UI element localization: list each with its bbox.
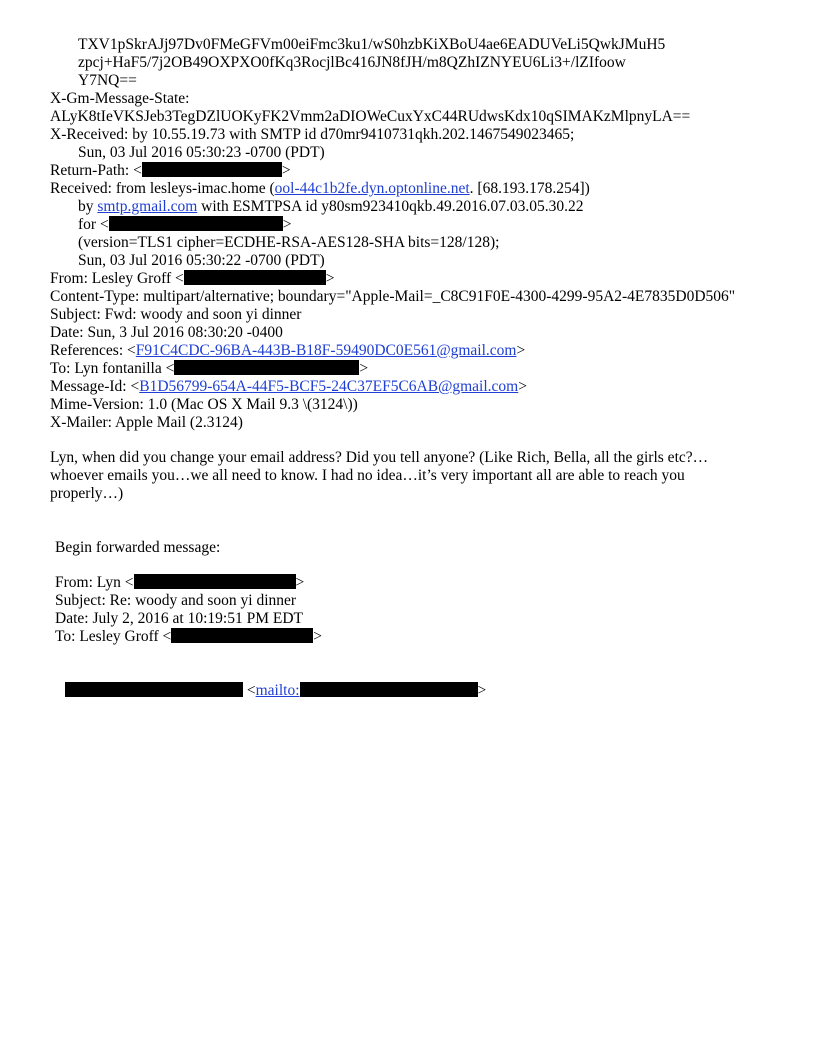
from-header	[50, 270, 770, 288]
content-type-header: Content-Type: multipart/alternative; boundary="Apple-Mail=_C8C91F0E-4300-4299-95A2-4E7835D0D506"	[50, 288, 736, 305]
by-suffix: with ESMTPSA id y80sm923410qkb.49.2016.07.03.05.30.22	[197, 198, 584, 215]
dkim-signature-line-3: Y7NQ==	[78, 72, 137, 89]
angle-close: >	[295, 574, 305, 591]
message-id-header	[50, 378, 770, 396]
received-prefix: Received: from lesleys-imac.home (	[50, 180, 275, 197]
angle-close: >	[282, 216, 292, 233]
angle-open: <	[246, 682, 256, 699]
x-received-date: Sun, 03 Jul 2016 05:30:23 -0700 (PDT)	[78, 144, 325, 161]
forwarded-to-label: To: Lesley Groff <	[55, 628, 172, 645]
redacted-block	[184, 270, 326, 285]
forwarded-subject: Subject: Re: woody and soon yi dinner	[55, 592, 297, 609]
forwarded-to	[50, 628, 770, 646]
references-label: References: <	[50, 342, 136, 359]
mime-version-header: Mime-Version: 1.0 (Mac OS X Mail 9.3 \(3124\))	[50, 396, 358, 413]
references-link[interactable]: F91C4CDC-96BA-443B-B18F-59490DC0E561@gmail.com	[135, 342, 517, 359]
return-path-header	[50, 162, 770, 180]
redacted-block	[300, 682, 478, 697]
for-prefix: for <	[78, 216, 109, 233]
received-by-line	[50, 198, 770, 216]
angle-close: >	[313, 628, 323, 645]
dkim-signature-line-2: zpcj+HaF5/7j2OB49OXPXO0fKq3RocjlBc416JN8fJH/m8QZhIZNYEU6Li3+/lZIfoow	[78, 54, 626, 71]
mailto-link[interactable]	[256, 682, 478, 699]
date-header: Date: Sun, 3 Jul 2016 08:30:20 -0400	[50, 324, 283, 341]
redacted-block	[171, 628, 313, 643]
subject-header: Subject: Fwd: woody and soon yi dinner	[50, 306, 302, 323]
to-label: To: Lyn fontanilla <	[50, 360, 175, 377]
angle-close: >	[477, 682, 487, 699]
gm-message-state-value: ALyK8tIeVKSJeb3TegDZlUOKyFK2Vmm2aDIOWeCuxYxC44RUdwsKdx10qSIMAKzMlpnyLA==	[50, 108, 691, 125]
angle-close: >	[281, 162, 291, 179]
angle-close: >	[325, 270, 335, 287]
received-for-line	[50, 216, 770, 234]
forwarded-from-label: From: Lyn <	[55, 574, 134, 591]
dkim-signature-line-1: TXV1pSkrAJj97Dv0FMeGFVm00eiFmc3ku1/wS0hzbKiXBoU4ae6EADUVeLi5QwkJMuH5	[78, 36, 666, 53]
smtp-gmail-link[interactable]: smtp.gmail.com	[97, 198, 198, 215]
redacted-block	[134, 574, 296, 589]
gm-message-state-label: X-Gm-Message-State:	[50, 90, 190, 107]
x-received-header: X-Received: by 10.55.19.73 with SMTP id d70mr9410731qkh.202.1467549023465;	[50, 126, 575, 143]
received-date-line: Sun, 03 Jul 2016 05:30:22 -0700 (PDT)	[78, 252, 325, 269]
received-suffix: . [68.193.178.254])	[469, 180, 590, 197]
tls-version-line: (version=TLS1 cipher=ECDHE-RSA-AES128-SHA bits=128/128);	[78, 234, 500, 251]
received-header	[50, 180, 770, 198]
email-document	[50, 36, 770, 700]
by-prefix: by	[78, 198, 98, 215]
to-header	[50, 360, 770, 378]
forwarded-intro: Begin forwarded message:	[55, 539, 221, 556]
mailto-line	[50, 682, 770, 700]
from-label: From: Lesley Groff <	[50, 270, 184, 287]
angle-close: >	[359, 360, 369, 377]
x-mailer-header: X-Mailer: Apple Mail (2.3124)	[50, 414, 243, 431]
message-id-label: Message-Id: <	[50, 378, 140, 395]
redacted-block	[174, 360, 359, 375]
forwarded-date: Date: July 2, 2016 at 10:19:51 PM EDT	[55, 610, 303, 627]
forwarded-from	[50, 574, 770, 592]
angle-close: >	[516, 342, 526, 359]
return-path-label: Return-Path: <	[50, 162, 142, 179]
references-header	[50, 342, 770, 360]
redacted-block	[109, 216, 283, 231]
mailto-label: mailto:	[255, 682, 300, 699]
received-host-link[interactable]: ool-44c1b2fe.dyn.optonline.net	[274, 180, 470, 197]
redacted-block	[65, 682, 243, 697]
message-body: Lyn, when did you change your email address? Did you tell anyone? (Like Rich, Bella, all the girls etc?… whoever emails you…we all need to know. I had no idea…it’s very important all are able to reach you properly…)	[50, 449, 709, 502]
message-id-link[interactable]: B1D56799-654A-44F5-BCF5-24C37EF5C6AB@gmail.com	[139, 378, 519, 395]
angle-close: >	[518, 378, 527, 395]
redacted-block	[142, 162, 282, 177]
